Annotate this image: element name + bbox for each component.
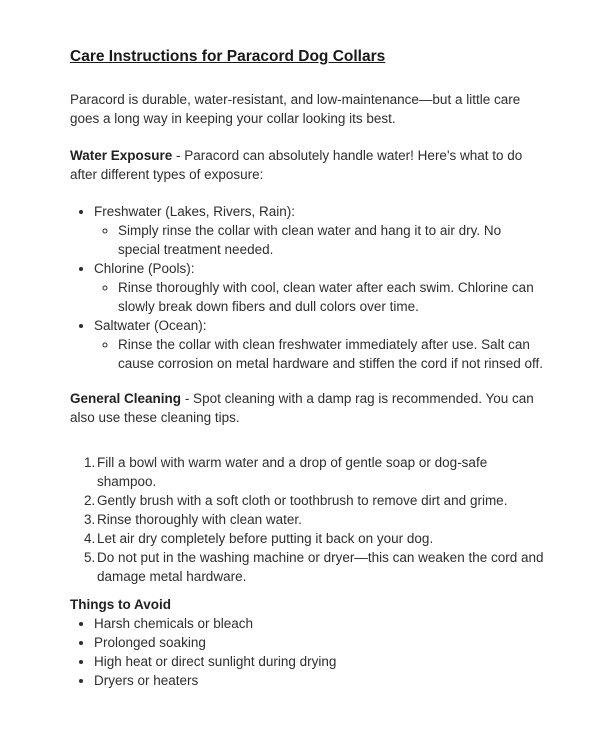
avoid-list-item [94,671,546,690]
avoid-list-item [94,614,546,633]
document-content [70,47,546,690]
general-cleaning-heading: General Cleaning [70,391,182,406]
things-to-avoid-paragraph [70,595,546,614]
sub-list-item-text: Simply rinse the collar with clean water and hang it to air dry. No special treatment needed. [118,223,502,257]
list-item-label: Saltwater (Ocean): [94,318,207,333]
freshwater-sub-list [94,221,546,259]
cleaning-step-text: Do not put in the washing machine or dryer—this can weaken the cord and damage metal hardware. [97,550,544,584]
water-exposure-list [70,202,546,373]
sub-list-item [118,278,546,316]
general-cleaning-paragraph [70,389,546,427]
things-to-avoid-list [70,614,546,690]
sub-list-item-text: Rinse the collar with clean freshwater immediately after use. Salt can cause corrosion on metal hardware and stiffen the cord if not rinsed off. [118,337,543,371]
chlorine-sub-list [94,278,546,316]
cleaning-step-text: Rinse thoroughly with clean water. [97,512,302,527]
list-item-saltwater [94,316,546,373]
document-title: Care Instructions for Paracord Dog Collars [70,48,386,65]
avoid-list-item-text: Harsh chemicals or bleach [94,616,254,631]
avoid-list-item [94,652,546,671]
list-item-chlorine [94,259,546,316]
cleaning-steps-list [70,453,546,586]
sub-list-item [118,335,546,373]
water-exposure-lead: - Paracord can absolutely handle water! Here's what to do after different types of exposure: [70,148,523,182]
avoid-list-item [94,633,546,652]
cleaning-step [97,529,546,548]
avoid-list-item-text: High heat or direct sunlight during drying [94,654,337,669]
sub-list-item-text: Rinse thoroughly with cool, clean water after each swim. Chlorine can slowly break down fibers and dull colors over time. [118,280,534,314]
sub-list-item [118,221,546,259]
cleaning-step-text: Let air dry completely before putting it back on your dog. [97,531,434,546]
cleaning-step-text: Fill a bowl with warm water and a drop of gentle soap or dog-safe shampoo. [97,455,488,489]
saltwater-sub-list [94,335,546,373]
water-exposure-heading: Water Exposure [70,148,173,163]
things-to-avoid-heading: Things to Avoid [70,597,171,612]
cleaning-step-text: Gently brush with a soft cloth or toothbrush to remove dirt and grime. [97,493,508,508]
cleaning-step [97,548,546,586]
list-item-freshwater [94,202,546,259]
water-exposure-paragraph [70,146,546,184]
list-item-label: Freshwater (Lakes, Rivers, Rain): [94,204,296,219]
avoid-list-item-text: Dryers or heaters [94,673,199,688]
general-cleaning-lead: - Spot cleaning with a damp rag is recommended. You can also use these cleaning tips. [70,391,534,425]
intro-paragraph: Paracord is durable, water-resistant, and low-maintenance—but a little care goes a long way in keeping your collar looking its best. [70,92,521,126]
avoid-list-item-text: Prolonged soaking [94,635,206,650]
list-item-label: Chlorine (Pools): [94,261,195,276]
cleaning-step [97,491,546,510]
cleaning-step [97,453,546,491]
cleaning-step [97,510,546,529]
